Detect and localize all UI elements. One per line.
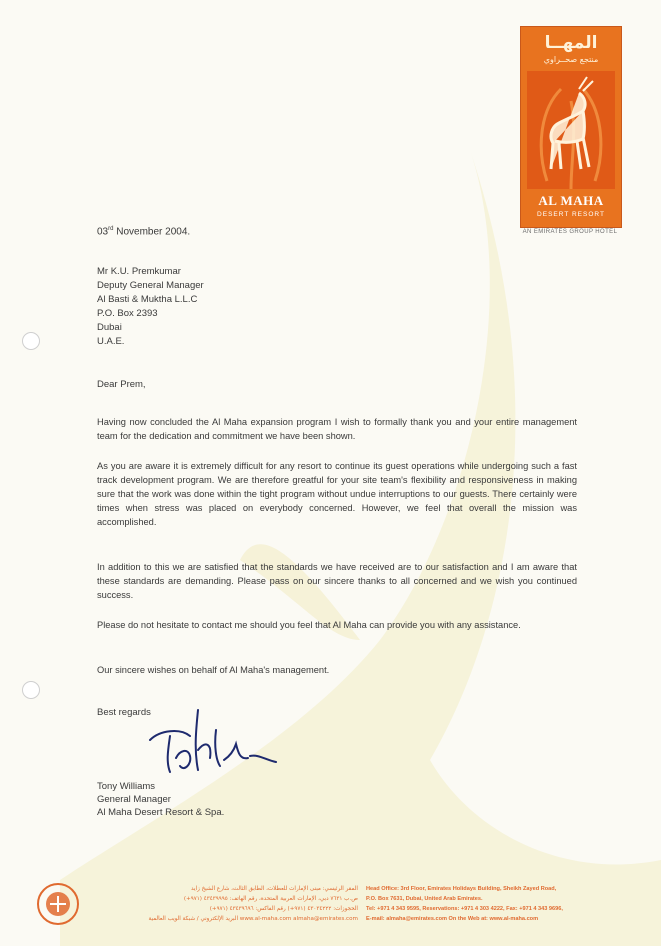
body-paragraph: Please do not hesitate to contact me should you feel that Al Maha can provide you with any assistance. (97, 620, 521, 630)
recipient-line: Dubai (97, 322, 122, 333)
footer-english-line: E-mail: almaha@emirates.com On the Web at: www.al-maha.com (366, 916, 539, 922)
footer-english-line: P.O. Box 7631, Dubai, United Arab Emirates. (366, 896, 483, 902)
date-suffix: rd (108, 226, 114, 232)
footer-english-line: Head Office: 3rd Floor, Emirates Holidays Building, Sheikh Zayed Road, (366, 886, 557, 892)
signer-title: General Manager (97, 794, 171, 805)
signature (140, 700, 290, 790)
logo-arabic-subtitle: منتجع صحــراوي (543, 55, 599, 64)
date-rest: November 2004. (113, 226, 191, 238)
date-day: 03 (97, 226, 109, 238)
body-paragraph: As you are aware it is extremely difficult for any resort to continue its guest operations while undergoing such a fast track development program. We are therefore greatful for your site team's flexibility and responsiveness in making sure that the work was done within the tight program without undue interruptions to our guests. There certainly were times when stress was placed on everybody concerned. However, we feel that overall the mission was accomplished. (97, 461, 577, 527)
salutation: Dear Prem, (97, 379, 146, 390)
footer-arabic-line: المقر الرئيسي: مبنى الإمارات للعطلات، الطابق الثالث، شارع الشيخ زايد (191, 886, 358, 892)
signer-block (97, 780, 224, 819)
footer-arabic-contact (118, 884, 358, 924)
oryx-icon (527, 71, 615, 189)
logo-name: AL MAHA (538, 193, 604, 208)
body-paragraph: In addition to this we are satisfied that the standards we have received are to our satisfaction and I am aware that these standards are demanding. Please pass on our sincere thanks to all concerned and we wish you continued success. (97, 562, 577, 600)
footer-arabic-line: www.al-maha.com almaha@emirates.com البريد الإلكتروني / شبكة الويب العالمية (148, 916, 358, 922)
recipient-line: P.O. Box 2393 (97, 308, 158, 319)
punch-hole-bottom (22, 681, 40, 699)
signer-company: Al Maha Desert Resort & Spa. (97, 807, 225, 818)
recipient-line: Deputy General Manager (97, 280, 204, 291)
footer-arabic-line: ص.ب ٧٦٣١ دبي، الإمارات العربية المتحدة، رقم الهاتف: ٤٣٤٣٩٩٩٥ (٩٧١+) (183, 896, 358, 902)
body-paragraph: Our sincere wishes on behalf of Al Maha's management. (97, 665, 330, 675)
logo-arabic-name: المهــا (544, 33, 598, 53)
signer-name: Tony Williams (97, 781, 156, 792)
logo-subtitle: DESERT RESORT (537, 211, 605, 218)
footer-arabic-line: الحجوزات: ٤٣٠٣٤٢٢٢ (٩٧١+) رقم الفاكس: ٤٣٤٣٩٦٩٦ (٩٧١+) (209, 906, 358, 912)
body-paragraph: Having now concluded the Al Maha expansion program I wish to formally thank you and your entire management team for the dedication and commitment we have been shown. (97, 417, 577, 441)
footer-english-contact (366, 884, 632, 924)
recipient-line: Al Basti & Muktha L.L.C (97, 294, 198, 305)
recipient-line: Mr K.U. Premkumar (97, 266, 181, 277)
recipient-line: U.A.E. (97, 336, 125, 347)
letter-date (97, 226, 190, 237)
punch-hole-top (22, 332, 40, 350)
logo-tagline: AN EMIRATES GROUP HOTEL (522, 229, 618, 235)
approval-seal-icon (36, 882, 80, 926)
footer-english-line: Tel: +971 4 343 9595, Reservations: +971 4 303 4222, Fax: +971 4 343 9696, (366, 906, 563, 912)
closing: Best regards (97, 707, 151, 718)
recipient-address (97, 265, 204, 349)
al-maha-logo (520, 26, 622, 228)
